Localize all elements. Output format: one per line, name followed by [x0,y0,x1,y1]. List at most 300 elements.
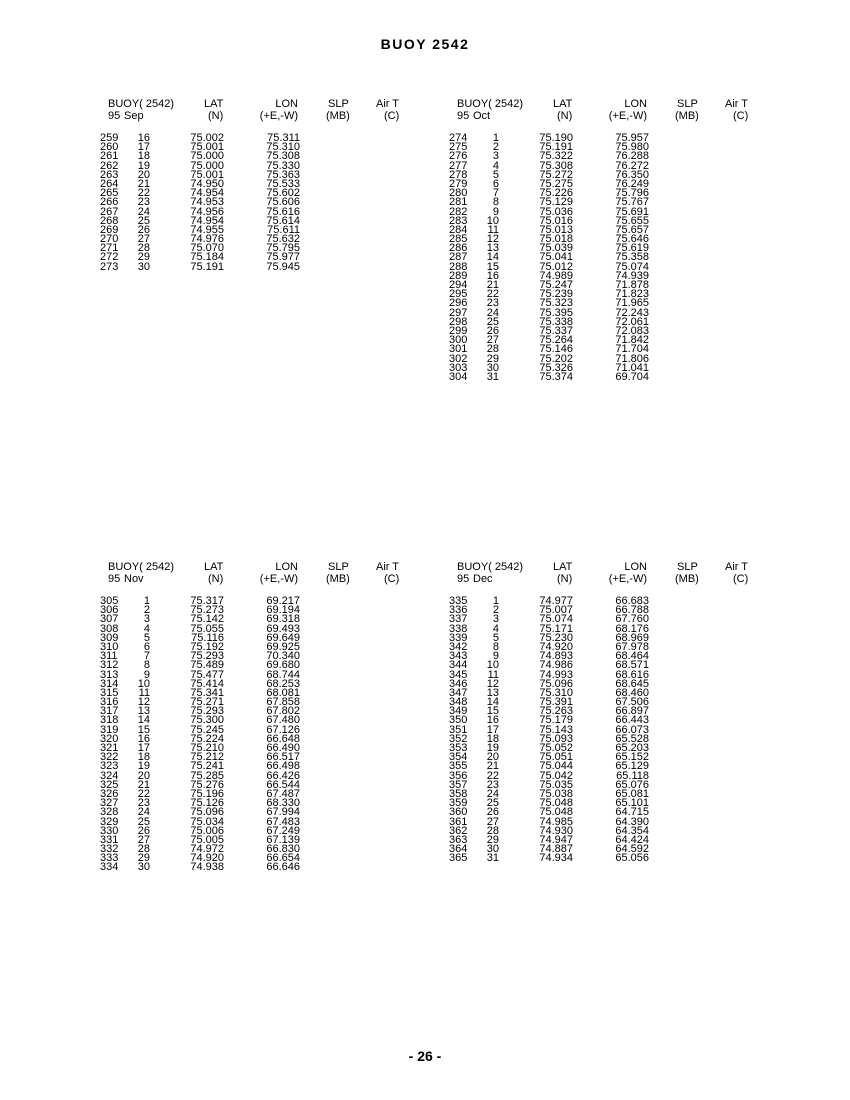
day-of-year: 354 [449,751,468,764]
latitude-value: 74.989 [539,269,573,282]
day-of-month: 21 [486,279,499,291]
longitude-value: 69.704 [615,370,649,383]
day-of-year: 350 [449,714,468,727]
longitude-value: 67.994 [266,806,300,819]
day-of-year: 329 [100,815,119,828]
day-of-year: 282 [449,205,468,218]
header-lon: LON [624,98,647,110]
day-of-month: 31 [486,852,499,865]
header-slp: SLP [328,98,349,110]
day-of-year: 260 [100,141,119,154]
latitude-value: 75.000 [190,150,224,163]
longitude-value: 66.490 [266,742,300,754]
day-of-month: 30 [137,861,150,874]
table-units-row [449,110,769,122]
longitude-value: 75.657 [615,223,649,236]
day-of-year: 316 [100,696,119,709]
day-of-month: 30 [137,260,150,273]
latitude-value: 75.052 [539,742,573,754]
day-of-month: 28 [137,242,150,255]
day-of-year: 272 [100,251,119,264]
latitude-value: 75.034 [190,815,224,828]
latitude-value: 75.179 [539,714,573,727]
latitude-value: 75.074 [539,613,573,626]
longitude-value: 75.310 [266,141,300,154]
longitude-value: 71.823 [615,288,649,301]
day-of-year: 360 [449,806,468,819]
latitude-value: 75.001 [190,168,224,181]
longitude-value: 67.487 [266,787,300,800]
day-of-month: 27 [486,815,499,828]
day-of-year: 288 [449,260,468,273]
table-row [100,863,420,872]
latitude-value: 75.002 [190,132,224,144]
latitude-value: 75.048 [539,806,573,819]
longitude-value: 75.311 [267,132,300,144]
latitude-value: 75.293 [190,650,224,663]
latitude-value: 75.116 [191,631,224,644]
day-of-year: 283 [449,214,468,227]
longitude-value: 64.424 [615,833,649,846]
day-of-month: 11 [487,668,499,681]
day-of-month: 25 [486,797,499,810]
day-of-year: 312 [100,659,119,672]
header-lat: LAT [204,561,224,573]
longitude-value: 75.977 [266,251,300,264]
day-of-month: 4 [492,622,499,635]
longitude-value: 65.129 [615,760,649,773]
day-of-month: 15 [137,723,150,736]
longitude-value: 66.648 [266,732,300,745]
longitude-value: 72.083 [615,324,649,337]
header-year: 95 [457,110,470,122]
day-of-year: 275 [449,141,468,154]
day-of-year: 315 [100,686,119,699]
longitude-value: 70.340 [266,650,300,663]
day-of-year: 335 [449,595,468,607]
longitude-value: 65.101 [615,797,649,810]
longitude-value: 68.081 [266,686,300,699]
day-of-year: 349 [449,705,468,718]
latitude-value: 75.196 [190,787,224,800]
day-of-year: 273 [100,260,119,273]
header-lon-unit: (+E,-W) [608,110,647,122]
day-of-year: 263 [100,168,119,181]
day-of-month: 22 [486,769,499,782]
day-of-year: 320 [100,732,119,745]
latitude-value: 75.055 [190,622,224,635]
day-of-year: 266 [100,196,119,209]
longitude-value: 67.483 [266,815,300,828]
day-of-year: 295 [449,288,468,301]
latitude-value: 74.893 [539,650,573,663]
day-of-year: 265 [100,187,119,200]
latitude-value: 75.005 [190,833,224,846]
latitude-value: 75.276 [190,778,224,791]
longitude-value: 64.715 [615,806,649,819]
longitude-value: 65.152 [615,751,649,764]
longitude-value: 68.571 [615,659,649,672]
latitude-value: 75.041 [539,251,573,264]
day-of-month: 24 [137,205,150,218]
day-of-month: 14 [137,714,150,727]
longitude-value: 76.350 [615,168,649,181]
buoy-table-oct [449,98,769,382]
day-of-month: 29 [486,352,499,365]
latitude-value: 75.300 [190,714,224,727]
table-row [449,370,769,383]
latitude-value: 75.006 [190,824,224,837]
day-of-month: 13 [486,242,499,255]
header-air-t-unit: (C) [384,573,400,585]
latitude-value: 75.489 [190,659,224,672]
header-lat-unit: (N) [208,110,224,122]
latitude-value: 75.016 [539,214,573,227]
day-of-year: 259 [100,132,119,144]
day-of-month: 4 [143,622,150,635]
longitude-value: 65.203 [615,742,649,754]
longitude-value: 76.288 [615,150,649,163]
day-of-year: 314 [100,677,119,690]
longitude-value: 75.611 [267,223,300,236]
day-of-year: 299 [449,324,468,337]
latitude-value: 75.323 [539,297,573,310]
latitude-value: 75.341 [190,686,224,699]
day-of-month: 9 [492,205,499,218]
longitude-value: 75.796 [615,187,649,200]
day-of-month: 29 [137,852,150,865]
day-of-year: 307 [100,613,119,626]
table-units-row [100,110,420,122]
day-of-year: 303 [449,361,468,374]
header-slp: SLP [328,561,349,573]
longitude-value: 68.744 [266,668,300,681]
day-of-month: 9 [492,650,499,663]
day-of-month: 12 [486,233,499,246]
longitude-value: 68.460 [615,686,649,699]
day-of-month: 6 [492,177,499,190]
day-of-year: 281 [449,196,468,209]
day-of-year: 274 [449,132,468,144]
day-of-year: 318 [100,714,119,727]
latitude-value: 74.950 [190,177,224,190]
day-of-month: 21 [486,760,499,773]
header-lon: LON [275,98,298,110]
latitude-value: 75.224 [190,732,224,745]
day-of-month: 20 [137,168,150,181]
longitude-value: 69.217 [266,595,300,607]
longitude-value: 68.969 [615,631,649,644]
day-of-month: 1 [492,132,499,144]
day-of-month: 17 [137,141,150,154]
latitude-value: 75.338 [539,315,573,328]
day-of-year: 301 [449,343,468,356]
longitude-value: 75.795 [266,242,300,255]
latitude-value: 75.012 [539,260,573,273]
longitude-value: 66.073 [615,723,649,736]
day-of-month: 3 [492,613,499,626]
header-year: 95 [108,110,121,122]
latitude-value: 75.264 [539,334,573,347]
longitude-value: 68.176 [615,622,649,635]
longitude-value: 66.426 [266,769,300,782]
day-of-year: 342 [449,640,468,653]
longitude-value: 68.464 [615,650,649,663]
day-of-year: 304 [449,370,468,383]
day-of-month: 26 [137,223,150,236]
day-of-month: 5 [492,631,499,644]
latitude-value: 74.977 [539,595,573,607]
latitude-value: 75.202 [539,352,573,365]
day-of-year: 358 [449,787,468,800]
day-of-year: 302 [449,352,468,365]
latitude-value: 75.326 [539,361,573,374]
longitude-value: 64.592 [615,843,649,856]
day-of-month: 25 [137,815,150,828]
latitude-value: 74.976 [190,233,224,246]
day-of-month: 8 [492,196,499,209]
day-of-month: 15 [486,260,499,273]
header-slp-unit: (MB) [326,110,350,122]
day-of-month: 12 [486,677,499,690]
longitude-value: 69.493 [266,622,300,635]
day-of-month: 5 [143,631,150,644]
header-air-t: Air T [376,98,400,110]
latitude-value: 75.126 [190,797,224,810]
page-title: BUOY 2542 [380,36,470,52]
longitude-value: 75.533 [266,177,300,190]
day-of-month: 18 [137,150,150,163]
longitude-value: 72.243 [615,306,649,319]
latitude-value: 75.241 [190,760,224,773]
header-lon-unit: (+E,-W) [259,110,298,122]
table-units-row [449,573,769,585]
longitude-value: 71.842 [615,334,649,347]
header-lon: LON [624,561,647,573]
longitude-value: 66.683 [615,595,649,607]
day-of-month: 24 [137,806,150,819]
latitude-value: 75.210 [190,742,224,754]
header-lon: LON [275,561,298,573]
longitude-value: 67.126 [266,723,300,736]
day-of-month: 22 [486,288,499,301]
header-year: 95 [457,573,470,585]
longitude-value: 66.517 [266,751,300,764]
day-of-month: 21 [137,177,150,190]
day-of-month: 2 [492,141,499,154]
header-slp: SLP [677,98,698,110]
header-buoy: BUOY( 2542) [457,98,524,110]
day-of-month: 10 [486,214,499,227]
latitude-value: 75.146 [539,343,573,356]
longitude-value: 66.788 [615,604,649,617]
longitude-value: 71.965 [615,297,649,310]
day-of-month: 16 [137,732,150,745]
latitude-value: 74.954 [190,187,224,200]
latitude-value: 75.192 [190,640,224,653]
day-of-year: 269 [100,223,119,236]
longitude-value: 75.945 [266,260,300,273]
day-of-year: 351 [449,723,468,736]
day-of-month: 16 [486,269,499,282]
day-of-month: 4 [492,159,499,172]
latitude-value: 75.048 [539,797,573,810]
longitude-value: 75.308 [266,150,300,163]
longitude-value: 76.272 [615,159,649,172]
header-lat-unit: (N) [557,110,573,122]
latitude-value: 74.938 [190,861,224,874]
latitude-value: 75.191 [190,260,224,273]
day-of-month: 23 [137,196,150,209]
day-of-month: 30 [486,843,499,856]
header-lat-unit: (N) [208,573,224,585]
day-of-year: 348 [449,696,468,709]
day-of-month: 20 [486,751,499,764]
latitude-value: 75.293 [190,705,224,718]
day-of-year: 365 [449,852,468,865]
day-of-month: 24 [486,306,499,319]
day-of-month: 29 [137,251,150,264]
day-of-month: 2 [492,604,499,617]
longitude-value: 75.358 [615,251,649,264]
day-of-year: 331 [100,833,119,846]
day-of-year: 284 [449,223,468,236]
day-of-month: 7 [143,650,150,663]
buoy-table-sep [100,98,420,272]
day-of-month: 17 [137,742,150,754]
day-of-year: 294 [449,279,468,291]
latitude-value: 75.317 [190,595,224,607]
day-of-year: 309 [100,631,119,644]
longitude-value: 75.616 [266,205,300,218]
latitude-value: 74.985 [539,815,573,828]
longitude-value: 65.056 [615,852,649,865]
day-of-year: 317 [100,705,119,718]
latitude-value: 75.275 [539,177,573,190]
day-of-month: 28 [137,843,150,856]
latitude-value: 74.954 [190,214,224,227]
day-of-year: 322 [100,751,119,764]
day-of-month: 18 [486,732,499,745]
day-of-year: 352 [449,732,468,745]
day-of-month: 18 [137,751,150,764]
day-of-month: 9 [143,668,150,681]
latitude-value: 75.001 [190,141,224,154]
day-of-month: 8 [492,640,499,653]
latitude-value: 75.308 [539,159,573,172]
table-header-row [449,561,769,573]
day-of-month: 27 [137,833,150,846]
longitude-value: 75.330 [266,159,300,172]
day-of-month: 1 [492,595,499,607]
day-of-month: 28 [486,343,499,356]
latitude-value: 75.226 [539,187,573,200]
latitude-value: 75.039 [539,242,573,255]
day-of-year: 356 [449,769,468,782]
day-of-year: 357 [449,778,468,791]
latitude-value: 74.986 [539,659,573,672]
latitude-value: 75.070 [190,242,224,255]
day-of-year: 310 [100,640,119,653]
day-of-year: 298 [449,315,468,328]
day-of-month: 11 [487,223,499,236]
latitude-value: 75.051 [539,751,573,764]
longitude-value: 65.118 [616,769,649,782]
day-of-month: 24 [486,787,499,800]
longitude-value: 67.858 [266,696,300,709]
latitude-value: 75.271 [190,696,224,709]
day-of-month: 7 [492,187,499,200]
latitude-value: 75.337 [539,324,573,337]
longitude-value: 66.498 [266,760,300,773]
day-of-month: 31 [486,370,499,383]
latitude-value: 75.000 [190,159,224,172]
latitude-value: 74.972 [190,843,224,856]
latitude-value: 75.285 [190,769,224,782]
day-of-month: 22 [137,187,150,200]
latitude-value: 75.414 [190,677,224,690]
day-of-month: 14 [486,251,499,264]
longitude-value: 65.528 [615,732,649,745]
buoy-table-dec [449,561,769,863]
table-units-row [100,573,420,585]
longitude-value: 72.061 [615,315,649,328]
longitude-value: 74.939 [615,269,649,282]
header-buoy: BUOY( 2542) [108,561,175,573]
latitude-value: 75.184 [190,251,224,264]
header-slp-unit: (MB) [326,573,350,585]
header-air-t-unit: (C) [733,573,749,585]
latitude-value: 75.391 [539,696,573,709]
day-of-month: 10 [486,659,499,672]
latitude-value: 75.212 [190,751,224,764]
day-of-year: 289 [449,269,468,282]
day-of-year: 362 [449,824,468,837]
longitude-value: 67.249 [266,824,300,837]
day-of-year: 308 [100,622,119,635]
longitude-value: 75.655 [615,214,649,227]
day-of-year: 267 [100,205,119,218]
latitude-value: 74.956 [190,205,224,218]
longitude-value: 66.830 [266,843,300,856]
latitude-value: 75.018 [539,233,573,246]
latitude-value: 75.035 [539,778,573,791]
longitude-value: 67.480 [266,714,300,727]
day-of-year: 278 [449,168,468,181]
day-of-year: 363 [449,833,468,846]
longitude-value: 67.760 [615,613,649,626]
day-of-month: 16 [486,714,499,727]
day-of-month: 13 [137,705,150,718]
day-of-month: 20 [137,769,150,782]
header-slp-unit: (MB) [675,573,699,585]
header-lat: LAT [553,561,573,573]
longitude-value: 75.980 [615,141,649,154]
longitude-value: 64.354 [615,824,649,837]
latitude-value: 75.038 [539,787,573,800]
longitude-value: 76.249 [615,177,649,190]
longitude-value: 68.645 [615,677,649,690]
day-of-month: 16 [137,132,150,144]
day-of-year: 277 [449,159,468,172]
day-of-month: 10 [137,677,150,690]
longitude-value: 66.443 [615,714,649,727]
day-of-month: 26 [137,824,150,837]
day-of-month: 25 [137,214,150,227]
longitude-value: 75.619 [615,242,649,255]
day-of-year: 344 [449,659,468,672]
day-of-month: 12 [137,696,150,709]
